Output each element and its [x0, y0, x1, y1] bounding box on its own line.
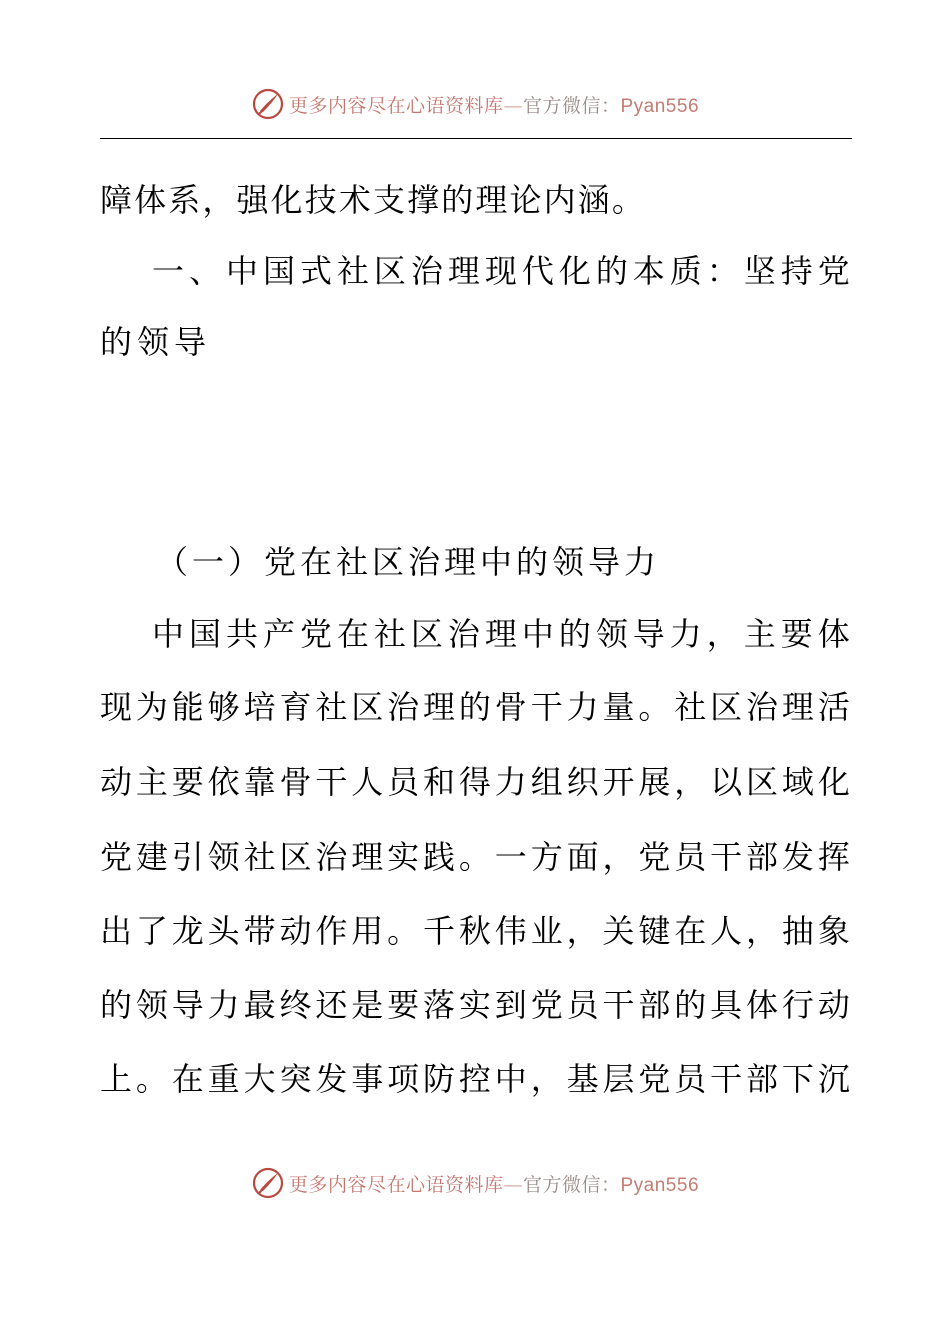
- quill-logo-icon: [251, 1166, 285, 1200]
- paragraph-line: 党 建 引 领 社 区 治 理 实 践 。 一 方 面 ， 党 员 干 部 发 挥: [100, 838, 852, 876]
- watermark-text: 更多内容尽在心语资料库—官方微信：Pyan556: [288, 94, 700, 117]
- watermark-text: 更多内容尽在心语资料库—官方微信：Pyan556: [288, 1173, 700, 1196]
- paragraph-line: 障 体 系 ， 强 化 技 术 支 撑 的 理 论 内 涵 。: [100, 181, 646, 219]
- subsection-heading: （一）党在社区治理中的领导力: [156, 543, 661, 581]
- paragraph-line: 的 领 导 力 最 终 还 是 要 落 实 到 党 员 干 部 的 具 体 行 动: [100, 986, 852, 1024]
- quill-logo-icon: [251, 87, 285, 121]
- paragraph-line: 上 。 在 重 大 突 发 事 项 防 控 中 ， 基 层 党 员 干 部 下 沉: [100, 1060, 852, 1098]
- header-divider: [100, 138, 852, 139]
- header-watermark: [0, 84, 950, 124]
- section-heading-line: 一 、 中 国 式 社 区 治 理 现 代 化 的 本 质 ： 坚 持 党: [152, 252, 852, 290]
- section-heading-line: 的领导: [100, 323, 212, 361]
- paragraph-line: 中 国 共 产 党 在 社 区 治 理 中 的 领 导 力 ， 主 要 体: [152, 615, 852, 653]
- paragraph-line: 出 了 龙 头 带 动 作 用 。 千 秋 伟 业 ， 关 键 在 人 ， 抽 象: [100, 912, 852, 950]
- paragraph-line: 动 主 要 依 靠 骨 干 人 员 和 得 力 组 织 开 展 ， 以 区 域 化: [100, 763, 852, 801]
- paragraph-line: 现 为 能 够 培 育 社 区 治 理 的 骨 干 力 量 。 社 区 治 理 活: [100, 688, 852, 726]
- footer-watermark: [0, 1163, 950, 1203]
